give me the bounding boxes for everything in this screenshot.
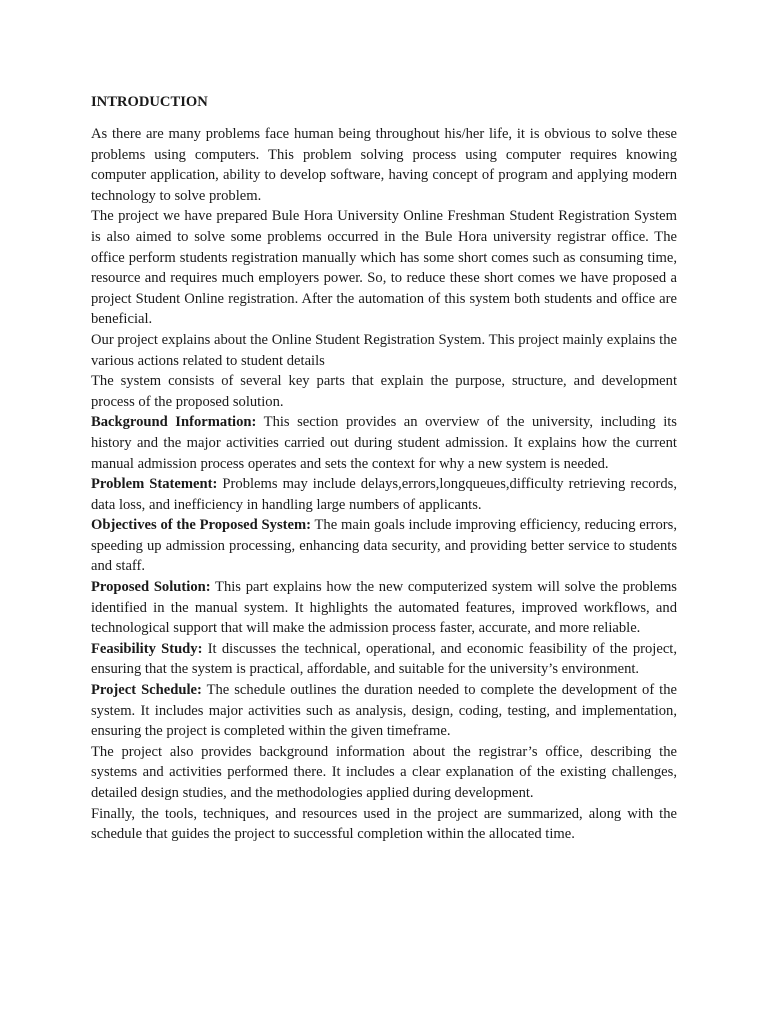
- document-title: INTRODUCTION: [91, 94, 208, 110]
- paragraph-lead: Background Information:: [91, 414, 257, 431]
- paragraph-text: The project also provides background information about the registrar’s office, describing the systems and activities performed there. It includes a clear explanation of the existing challenges, detailed design studies, and the methodologies applied during development.: [91, 743, 677, 801]
- paragraph-key-parts: [91, 371, 677, 412]
- paragraph-text: As there are many problems face human being throughout his/her life, it is obvious to solve these problems using computers. This problem solving process using computer requires knowing computer application, ability to develop software, having concept of program and applying modern technology to solve problem.: [91, 126, 677, 204]
- paragraph-lead: Proposed Solution:: [91, 579, 211, 596]
- paragraph-text: The main goals include improving efficiency, reducing errors, speeding up admission processing, enhancing data security, and providing better service to students and staff.: [91, 517, 677, 575]
- paragraph-text: This part explains how the new computerized system will solve the problems identified in the manual system. It highlights the automated features, improved workflows, and technological support that will make the admission process faster, accurate, and more reliable.: [91, 579, 677, 637]
- paragraph-text: This section provides an overview of the university, including its history and the major activities carried out during student admission. It explains how the current manual admission process operates and sets the context for why a new system is needed.: [91, 414, 677, 472]
- paragraph-lead: Problem Statement:: [91, 476, 218, 493]
- paragraph-feasibility-study: [91, 639, 677, 680]
- paragraph-project: [91, 206, 677, 330]
- paragraph-text: Problems may include delays,errors,longqueues,difficulty retrieving records, data loss, and inefficiency in handling large numbers of applicants.: [91, 476, 678, 513]
- paragraph-project-schedule: [91, 680, 677, 742]
- paragraph-proposed-solution: [91, 577, 677, 639]
- paragraph-lead: Objectives of the Proposed System:: [91, 517, 311, 534]
- paragraph-intro: [91, 124, 677, 206]
- paragraph-background-information: [91, 412, 677, 474]
- paragraph-text: It discusses the technical, operational, and economic feasibility of the project, ensuring that the system is practical, affordable, and suitable for the university’s environment.: [91, 640, 678, 678]
- document-page: [91, 92, 677, 845]
- paragraph-objectives: [91, 515, 677, 577]
- paragraph-lead: Feasibility Study:: [91, 640, 203, 657]
- paragraph-conclusion: [91, 804, 677, 845]
- paragraph-problem-statement: [91, 474, 677, 515]
- paragraph-text: The system consists of several key parts that explain the purpose, structure, and development process of the proposed solution.: [91, 373, 677, 410]
- paragraph-text: Finally, the tools, techniques, and resources used in the project are summarized, along with the schedule that guides the project to successful completion within the allocated time.: [91, 805, 677, 843]
- paragraph-registrar-office: [91, 742, 677, 804]
- paragraph-text: The schedule outlines the duration needed to complete the development of the system. It includes major activities such as analysis, design, coding, testing, and implementation, ensuring the project is completed within the given timeframe.: [91, 682, 678, 740]
- paragraph-text: Our project explains about the Online Student Registration System. This project mainly explains the various actions related to student details: [91, 331, 677, 369]
- paragraph-lead: Project Schedule:: [91, 682, 202, 699]
- paragraph-text: The project we have prepared Bule Hora University Online Freshman Student Registration System is also aimed to solve some problems occurred in the Bule Hora university registrar office. The office perform students registration manually which has some short comes such as consuming time, resource and requires much employers power. So, to reduce these short comes we have proposed a project Student Online registration. After the automation of this system both students and office are beneficial.: [91, 208, 677, 328]
- paragraph-explains: [91, 330, 677, 371]
